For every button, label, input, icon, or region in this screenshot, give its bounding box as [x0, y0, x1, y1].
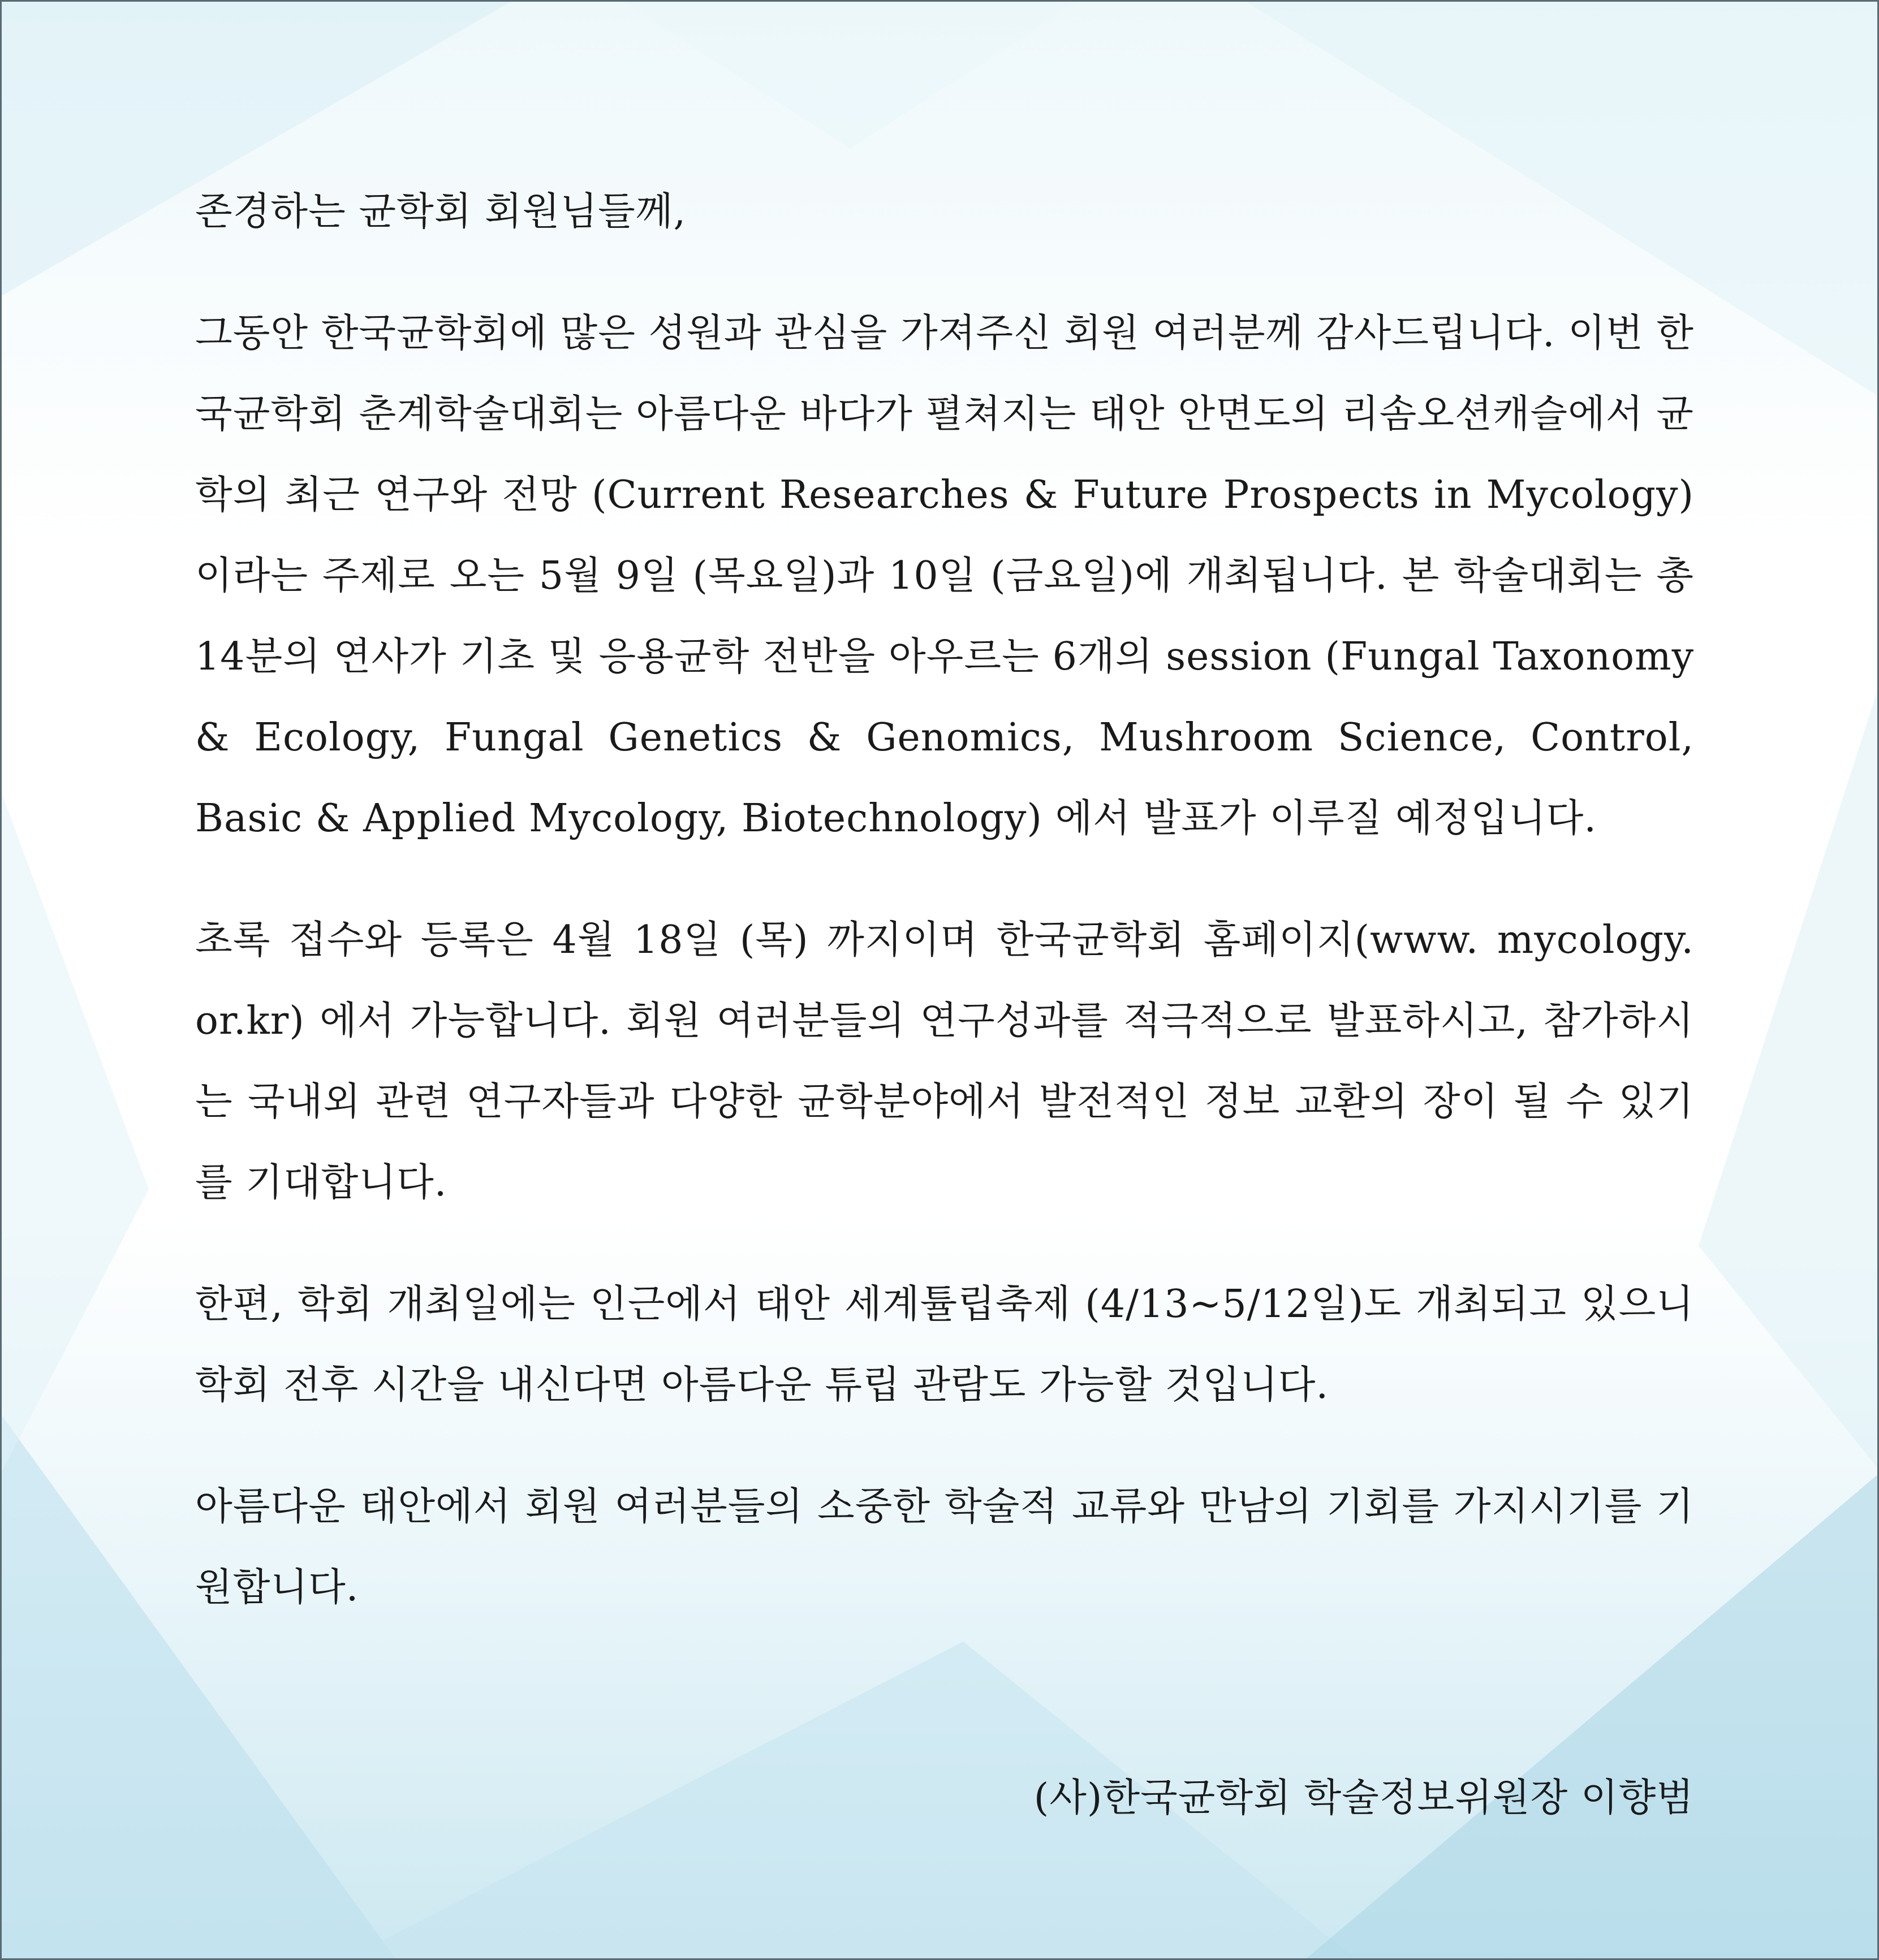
bg-shape-right-edge — [1699, 680, 1879, 1472]
signature: (사)한국균학회 학술정보위원장 이향범 — [1033, 1776, 1694, 1820]
greeting: 존경하는 균학회 회원님들께, — [195, 189, 687, 234]
paragraph-3: 한편, 학회 개최일에는 인근에서 태안 세계튤립축제 (4/13~5/12일)도 개최되고 있으니 학회 전후 시간을 내신다면 아름다운 튜립 관람도 가능할 것입니다. — [195, 1282, 1694, 1408]
paragraph-1: 그동안 한국균학회에 많은 성원과 관심을 가져주신 회원 여러분께 감사드립니다. 이번 한국균학회 춘계학술대회는 아름다운 바다가 펼쳐지는 태안 안면도의 리솜오션캐슬에서 균학의 최근 연구와 전망 (Current Researches & Future Prospects in Mycology)이라는 주제로 오는 5월 9일 (목요일)과 10일 (금요일)에 개최됩니다. 본 학술대회는 총 14분의 연사가 기초 및 응용균학 전반을 아우르는 6개의 session (Fungal Taxonomy & Ecology, Fungal Genetics & Genomics, Mushroom Science, Control, Basic & Applied Mycology, Biotechnology) 에서 발표가 이루질 예정입니다. — [195, 311, 1694, 841]
letter-body — [195, 171, 1694, 1669]
paragraph-4: 아름다운 태안에서 회원 여러분들의 소중한 학술적 교류와 만남의 기회를 가지시기를 기원합니다. — [195, 1484, 1694, 1610]
bg-shape-left-edge — [2, 793, 149, 1472]
bg-shape-top-mid — [624, 2, 1076, 149]
paragraph-2: 초록 접수와 등록은 4월 18일 (목) 까지이며 한국균학회 홈페이지(www. mycology. or.kr) 에서 가능합니다. 회원 여러분들의 연구성과를 적극적으로 발표하시고, 참가하시는 국내외 관련 연구자들과 다양한 균학분야에서 발전적인 정보 교환의 장이 될 수 있기를 기대합니다. — [195, 918, 1694, 1205]
